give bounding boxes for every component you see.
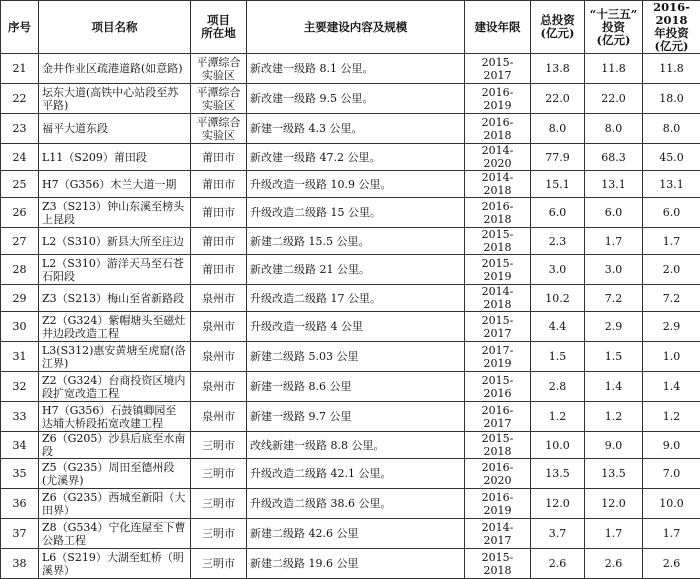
cell-years: 2014-2018 xyxy=(465,285,531,312)
cell-years: 2015-2018 xyxy=(465,549,531,579)
cell-total: 2.6 xyxy=(531,549,585,579)
cell-seq: 27 xyxy=(1,228,39,255)
cell-content: 升级改造一级路 4 公里 xyxy=(247,312,465,342)
cell-invest1618: 1.4 xyxy=(643,372,700,402)
header-content: 主要建设内容及规模 xyxy=(247,1,465,54)
cell-name: Z8（G534）宁化连屋至下曹公路工程 xyxy=(39,519,191,549)
cell-content: 新建二级路 5.03 公里 xyxy=(247,342,465,372)
cell-seq: 24 xyxy=(1,144,39,171)
cell-invest1618: 13.1 xyxy=(643,171,700,198)
cell-name: 福平大道东段 xyxy=(39,114,191,144)
cell-location: 泉州市 xyxy=(191,312,247,342)
cell-total: 22.0 xyxy=(531,84,585,114)
cell-seq: 21 xyxy=(1,54,39,84)
cell-location: 泉州市 xyxy=(191,372,247,402)
cell-seq: 25 xyxy=(1,171,39,198)
cell-name: 金井作业区疏港道路(如意路) xyxy=(39,54,191,84)
table-row xyxy=(1,312,700,342)
cell-content: 新建二级路 15.5 公里。 xyxy=(247,228,465,255)
cell-name: Z3（S213）钟山东溪至榜头上昆段 xyxy=(39,198,191,228)
table-row xyxy=(1,489,700,519)
cell-location: 三明市 xyxy=(191,459,247,489)
cell-invest1618: 7.0 xyxy=(643,459,700,489)
cell-location: 三明市 xyxy=(191,519,247,549)
cell-invest1618: 7.2 xyxy=(643,285,700,312)
table-row xyxy=(1,519,700,549)
table-row xyxy=(1,549,700,579)
cell-location: 莆田市 xyxy=(191,144,247,171)
table-row xyxy=(1,171,700,198)
cell-total: 2.8 xyxy=(531,372,585,402)
cell-name: Z6（G235）西城至新阳（大田界） xyxy=(39,489,191,519)
table-row xyxy=(1,114,700,144)
header-row xyxy=(1,1,700,54)
cell-content: 新改建一级路 47.2 公里。 xyxy=(247,144,465,171)
cell-content: 升级改造二级路 42.1 公里。 xyxy=(247,459,465,489)
cell-plan135: 8.0 xyxy=(585,114,643,144)
cell-invest1618: 8.0 xyxy=(643,114,700,144)
cell-location: 三明市 xyxy=(191,432,247,459)
cell-total: 4.4 xyxy=(531,312,585,342)
cell-total: 12.0 xyxy=(531,489,585,519)
cell-years: 2014-2020 xyxy=(465,144,531,171)
cell-invest1618: 9.0 xyxy=(643,432,700,459)
cell-name: Z2（G324）紫帽塘头至磁灶井边段改造工程 xyxy=(39,312,191,342)
cell-seq: 30 xyxy=(1,312,39,342)
table-row xyxy=(1,342,700,372)
cell-seq: 22 xyxy=(1,84,39,114)
table-row xyxy=(1,84,700,114)
cell-plan135: 1.7 xyxy=(585,228,643,255)
cell-invest1618: 10.0 xyxy=(643,489,700,519)
cell-seq: 23 xyxy=(1,114,39,144)
cell-location: 平潭综合实验区 xyxy=(191,54,247,84)
cell-plan135: 1.7 xyxy=(585,519,643,549)
cell-location: 泉州市 xyxy=(191,342,247,372)
cell-total: 1.5 xyxy=(531,342,585,372)
table-row xyxy=(1,402,700,432)
cell-content: 新建一级路 4.3 公里。 xyxy=(247,114,465,144)
cell-years: 2015-2017 xyxy=(465,312,531,342)
cell-seq: 37 xyxy=(1,519,39,549)
cell-content: 新改建一级路 9.5 公里。 xyxy=(247,84,465,114)
table-row xyxy=(1,432,700,459)
header-plan135: “十三五” 投资 (亿元) xyxy=(585,1,643,54)
cell-name: Z2（G324）台商投资区境内段扩宽改造工程 xyxy=(39,372,191,402)
cell-name: L2（S310）游洋天马至石苍石阳段 xyxy=(39,255,191,285)
header-seq: 序号 xyxy=(1,1,39,54)
cell-content: 升级改造二级路 38.6 公里。 xyxy=(247,489,465,519)
cell-location: 三明市 xyxy=(191,549,247,579)
cell-content: 新建二级路 42.6 公里 xyxy=(247,519,465,549)
cell-location: 莆田市 xyxy=(191,171,247,198)
cell-plan135: 7.2 xyxy=(585,285,643,312)
cell-years: 2014-2017 xyxy=(465,519,531,549)
cell-name: Z6（G205）沙县后底至水南段 xyxy=(39,432,191,459)
cell-years: 2015-2018 xyxy=(465,228,531,255)
cell-invest1618: 1.0 xyxy=(643,342,700,372)
cell-name: L6（S219）大湖至虹桥（明溪界） xyxy=(39,549,191,579)
cell-content: 升级改造一级路 10.9 公里。 xyxy=(247,171,465,198)
cell-plan135: 3.0 xyxy=(585,255,643,285)
cell-seq: 31 xyxy=(1,342,39,372)
cell-total: 10.0 xyxy=(531,432,585,459)
cell-name: H7（G356）木兰大道一期 xyxy=(39,171,191,198)
cell-location: 平潭综合实验区 xyxy=(191,114,247,144)
cell-invest1618: 1.7 xyxy=(643,228,700,255)
cell-invest1618: 2.0 xyxy=(643,255,700,285)
cell-content: 升级改造二级路 17 公里。 xyxy=(247,285,465,312)
table-row xyxy=(1,372,700,402)
cell-seq: 29 xyxy=(1,285,39,312)
cell-location: 莆田市 xyxy=(191,198,247,228)
header-total: 总投资 (亿元) xyxy=(531,1,585,54)
cell-total: 10.2 xyxy=(531,285,585,312)
cell-content: 升级改造二级路 15 公里。 xyxy=(247,198,465,228)
header-name: 项目名称 xyxy=(39,1,191,54)
cell-years: 2017-2019 xyxy=(465,342,531,372)
table-row xyxy=(1,144,700,171)
cell-name: L11（S209）莆田段 xyxy=(39,144,191,171)
cell-plan135: 22.0 xyxy=(585,84,643,114)
cell-content: 新建一级路 9.7 公里 xyxy=(247,402,465,432)
cell-years: 2015-2016 xyxy=(465,372,531,402)
header-years: 建设年限 xyxy=(465,1,531,54)
cell-years: 2016-2018 xyxy=(465,114,531,144)
cell-name: 坛东大道(高铁中心站段至苏平路) xyxy=(39,84,191,114)
cell-plan135: 12.0 xyxy=(585,489,643,519)
cell-seq: 28 xyxy=(1,255,39,285)
cell-total: 1.2 xyxy=(531,402,585,432)
cell-plan135: 11.8 xyxy=(585,54,643,84)
cell-total: 13.8 xyxy=(531,54,585,84)
cell-invest1618: 11.8 xyxy=(643,54,700,84)
cell-invest1618: 1.2 xyxy=(643,402,700,432)
cell-plan135: 13.1 xyxy=(585,171,643,198)
cell-name: L2（S310）新县大所至庄边 xyxy=(39,228,191,255)
cell-content: 新改建二级路 21 公里。 xyxy=(247,255,465,285)
cell-seq: 35 xyxy=(1,459,39,489)
cell-years: 2015-2018 xyxy=(465,432,531,459)
cell-invest1618: 18.0 xyxy=(643,84,700,114)
cell-total: 13.5 xyxy=(531,459,585,489)
cell-years: 2014-2018 xyxy=(465,171,531,198)
cell-total: 3.7 xyxy=(531,519,585,549)
cell-invest1618: 6.0 xyxy=(643,198,700,228)
table-row xyxy=(1,228,700,255)
cell-name: L3(S312)惠安黄塘至虎窟(洛江界) xyxy=(39,342,191,372)
header-location: 项目 所在地 xyxy=(191,1,247,54)
cell-content: 新改建一级路 8.1 公里。 xyxy=(247,54,465,84)
table-row xyxy=(1,198,700,228)
cell-total: 8.0 xyxy=(531,114,585,144)
cell-invest1618: 2.6 xyxy=(643,549,700,579)
cell-seq: 34 xyxy=(1,432,39,459)
cell-content: 新建二级路 19.6 公里 xyxy=(247,549,465,579)
cell-plan135: 2.6 xyxy=(585,549,643,579)
cell-plan135: 9.0 xyxy=(585,432,643,459)
cell-total: 15.1 xyxy=(531,171,585,198)
cell-years: 2015-2017 xyxy=(465,54,531,84)
cell-location: 三明市 xyxy=(191,489,247,519)
cell-years: 2016-2017 xyxy=(465,402,531,432)
cell-years: 2016-2020 xyxy=(465,459,531,489)
table-row xyxy=(1,459,700,489)
cell-seq: 33 xyxy=(1,402,39,432)
cell-plan135: 1.4 xyxy=(585,372,643,402)
cell-years: 2016-2019 xyxy=(465,84,531,114)
cell-plan135: 6.0 xyxy=(585,198,643,228)
cell-invest1618: 45.0 xyxy=(643,144,700,171)
cell-invest1618: 2.9 xyxy=(643,312,700,342)
header-invest1618: 2016-2018 年投资 (亿元) xyxy=(643,1,700,54)
cell-plan135: 2.9 xyxy=(585,312,643,342)
table-row xyxy=(1,285,700,312)
cell-total: 3.0 xyxy=(531,255,585,285)
cell-years: 2015-2019 xyxy=(465,255,531,285)
cell-seq: 26 xyxy=(1,198,39,228)
cell-name: Z3（S213）梅山至省新路段 xyxy=(39,285,191,312)
cell-content: 新建一级路 8.6 公里 xyxy=(247,372,465,402)
cell-location: 莆田市 xyxy=(191,228,247,255)
cell-location: 泉州市 xyxy=(191,285,247,312)
cell-plan135: 1.5 xyxy=(585,342,643,372)
cell-total: 77.9 xyxy=(531,144,585,171)
table-row xyxy=(1,255,700,285)
cell-years: 2016-2019 xyxy=(465,489,531,519)
cell-years: 2016-2018 xyxy=(465,198,531,228)
cell-plan135: 68.3 xyxy=(585,144,643,171)
cell-invest1618: 1.7 xyxy=(643,519,700,549)
cell-total: 2.3 xyxy=(531,228,585,255)
cell-seq: 38 xyxy=(1,549,39,579)
cell-plan135: 1.2 xyxy=(585,402,643,432)
table-row xyxy=(1,54,700,84)
cell-seq: 36 xyxy=(1,489,39,519)
cell-plan135: 13.5 xyxy=(585,459,643,489)
cell-name: Z5（G235）周田至德州段(尤溪界) xyxy=(39,459,191,489)
cell-location: 泉州市 xyxy=(191,402,247,432)
cell-total: 6.0 xyxy=(531,198,585,228)
cell-location: 平潭综合实验区 xyxy=(191,84,247,114)
cell-name: H7（G356）石鼓镇卿园至达埔大桥段拓宽改建工程 xyxy=(39,402,191,432)
cell-location: 莆田市 xyxy=(191,255,247,285)
cell-seq: 32 xyxy=(1,372,39,402)
cell-content: 改线新建一级路 8.8 公里。 xyxy=(247,432,465,459)
